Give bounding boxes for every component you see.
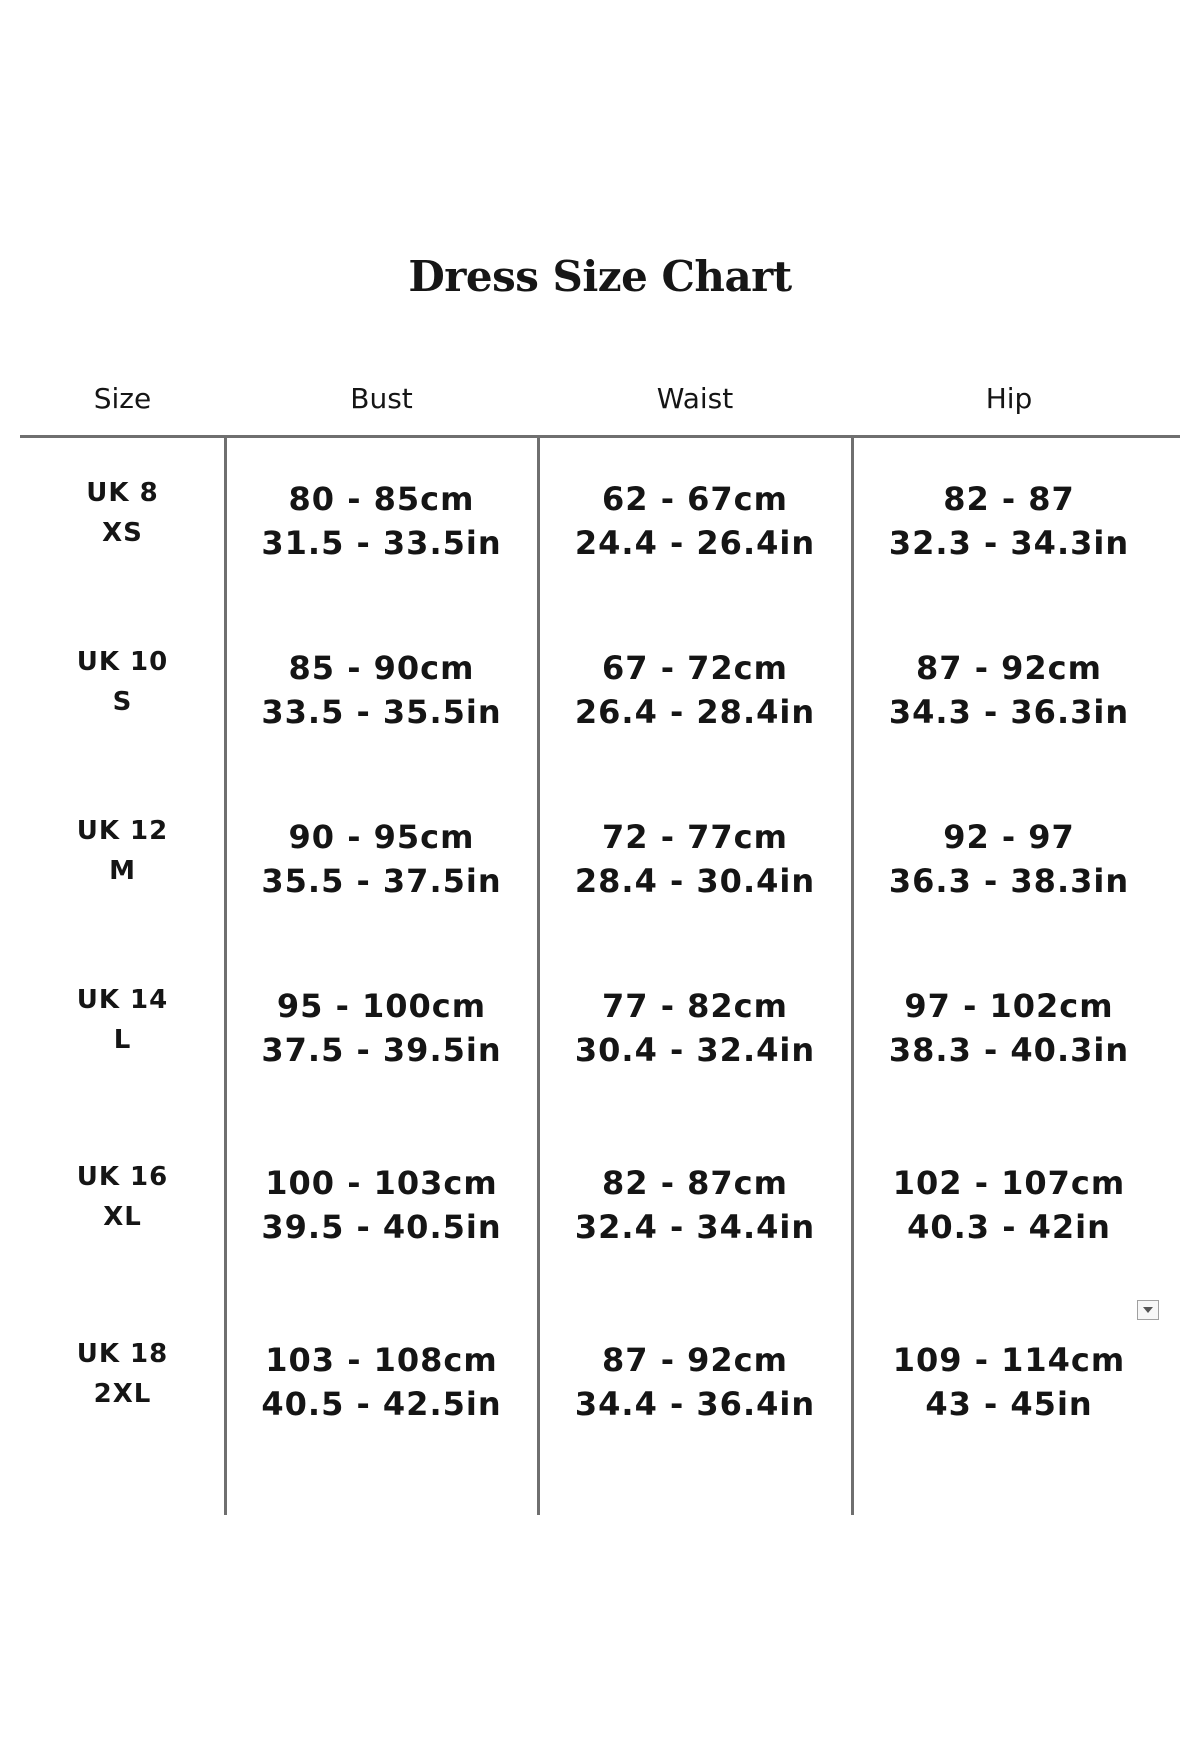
waist-in: 24.4 - 26.4in xyxy=(574,524,816,562)
bust-cell xyxy=(225,984,538,1072)
waist-in: 26.4 - 28.4in xyxy=(574,693,816,731)
waist-in: 28.4 - 30.4in xyxy=(574,862,816,900)
bust-cm: 103 - 108cm xyxy=(265,1341,498,1379)
bust-cell xyxy=(225,477,538,565)
size-label: UK 14 xyxy=(76,985,169,1015)
size-label: UK 18 xyxy=(76,1339,169,1369)
size-letter: M xyxy=(109,856,136,886)
hip-in: 36.3 - 38.3in xyxy=(888,862,1130,900)
size-cell xyxy=(20,473,225,553)
bust-in: 31.5 - 33.5in xyxy=(261,524,502,562)
hip-in: 38.3 - 40.3in xyxy=(888,1031,1130,1069)
waist-cell xyxy=(538,984,852,1072)
hip-cell xyxy=(852,646,1166,734)
size-cell xyxy=(20,811,225,891)
bust-cell xyxy=(225,815,538,903)
hip-in: 34.3 - 36.3in xyxy=(888,693,1130,731)
waist-in: 30.4 - 32.4in xyxy=(574,1031,816,1069)
hip-cell xyxy=(852,815,1166,903)
header-waist: Waist xyxy=(656,382,734,415)
table-row xyxy=(0,477,1200,597)
waist-in: 32.4 - 34.4in xyxy=(574,1208,816,1246)
bust-cm: 95 - 100cm xyxy=(276,987,487,1025)
bust-cell xyxy=(225,646,538,734)
size-letter: 2XL xyxy=(93,1379,152,1409)
size-label: UK 10 xyxy=(76,647,169,677)
hip-cm: 87 - 92cm xyxy=(916,649,1102,687)
size-cell xyxy=(20,642,225,722)
hip-cm: 109 - 114cm xyxy=(892,1341,1126,1379)
size-label: UK 16 xyxy=(76,1162,169,1192)
bust-in: 35.5 - 37.5in xyxy=(261,862,502,900)
bust-cell xyxy=(225,1338,538,1426)
hip-in: 32.3 - 34.3in xyxy=(888,524,1130,562)
hip-cell xyxy=(852,1161,1166,1249)
dropdown-button[interactable] xyxy=(1137,1300,1159,1320)
chevron-down-icon xyxy=(1143,1307,1153,1313)
waist-cell xyxy=(538,1338,852,1426)
hip-cell xyxy=(852,477,1166,565)
waist-cell xyxy=(538,1161,852,1249)
hip-cell xyxy=(852,1338,1166,1426)
table-row xyxy=(0,984,1200,1104)
bust-cell xyxy=(225,1161,538,1249)
size-letter: L xyxy=(113,1025,132,1055)
hip-cm: 97 - 102cm xyxy=(904,987,1114,1025)
bust-cm: 90 - 95cm xyxy=(288,818,475,856)
bust-in: 39.5 - 40.5in xyxy=(261,1208,502,1246)
header-size: Size xyxy=(93,382,152,415)
size-letter: XL xyxy=(103,1202,142,1232)
bust-in: 33.5 - 35.5in xyxy=(261,693,502,731)
hip-cell xyxy=(852,984,1166,1072)
hip-in: 40.3 - 42in xyxy=(907,1208,1111,1246)
size-cell xyxy=(20,980,225,1060)
size-label: UK 8 xyxy=(86,478,159,508)
waist-cell xyxy=(538,815,852,903)
header-divider xyxy=(20,435,1180,438)
table-row xyxy=(0,646,1200,766)
hip-cm: 82 - 87 xyxy=(943,480,1075,518)
bust-cm: 100 - 103cm xyxy=(265,1164,498,1202)
page-title: Dress Size Chart xyxy=(408,252,792,301)
table-row xyxy=(0,1161,1200,1281)
waist-cell xyxy=(538,646,852,734)
bust-in: 40.5 - 42.5in xyxy=(261,1385,502,1423)
bust-cm: 80 - 85cm xyxy=(288,480,475,518)
hip-cm: 102 - 107cm xyxy=(892,1164,1126,1202)
waist-cm: 67 - 72cm xyxy=(602,649,788,687)
waist-cm: 87 - 92cm xyxy=(602,1341,788,1379)
table-row xyxy=(0,815,1200,935)
size-cell xyxy=(20,1157,225,1237)
waist-cm: 82 - 87cm xyxy=(602,1164,788,1202)
bust-in: 37.5 - 39.5in xyxy=(261,1031,502,1069)
waist-cell xyxy=(538,477,852,565)
bust-cm: 85 - 90cm xyxy=(288,649,475,687)
size-cell xyxy=(20,1334,225,1414)
header-bust: Bust xyxy=(350,382,413,415)
waist-cm: 77 - 82cm xyxy=(602,987,788,1025)
size-label: UK 12 xyxy=(76,816,169,846)
size-letter: S xyxy=(112,687,133,717)
table-row xyxy=(0,1338,1200,1458)
waist-cm: 72 - 77cm xyxy=(602,818,788,856)
hip-in: 43 - 45in xyxy=(925,1385,1093,1423)
header-hip: Hip xyxy=(985,382,1033,415)
waist-in: 34.4 - 36.4in xyxy=(574,1385,816,1423)
waist-cm: 62 - 67cm xyxy=(602,480,788,518)
hip-cm: 92 - 97 xyxy=(943,818,1075,856)
size-letter: XS xyxy=(102,518,143,548)
